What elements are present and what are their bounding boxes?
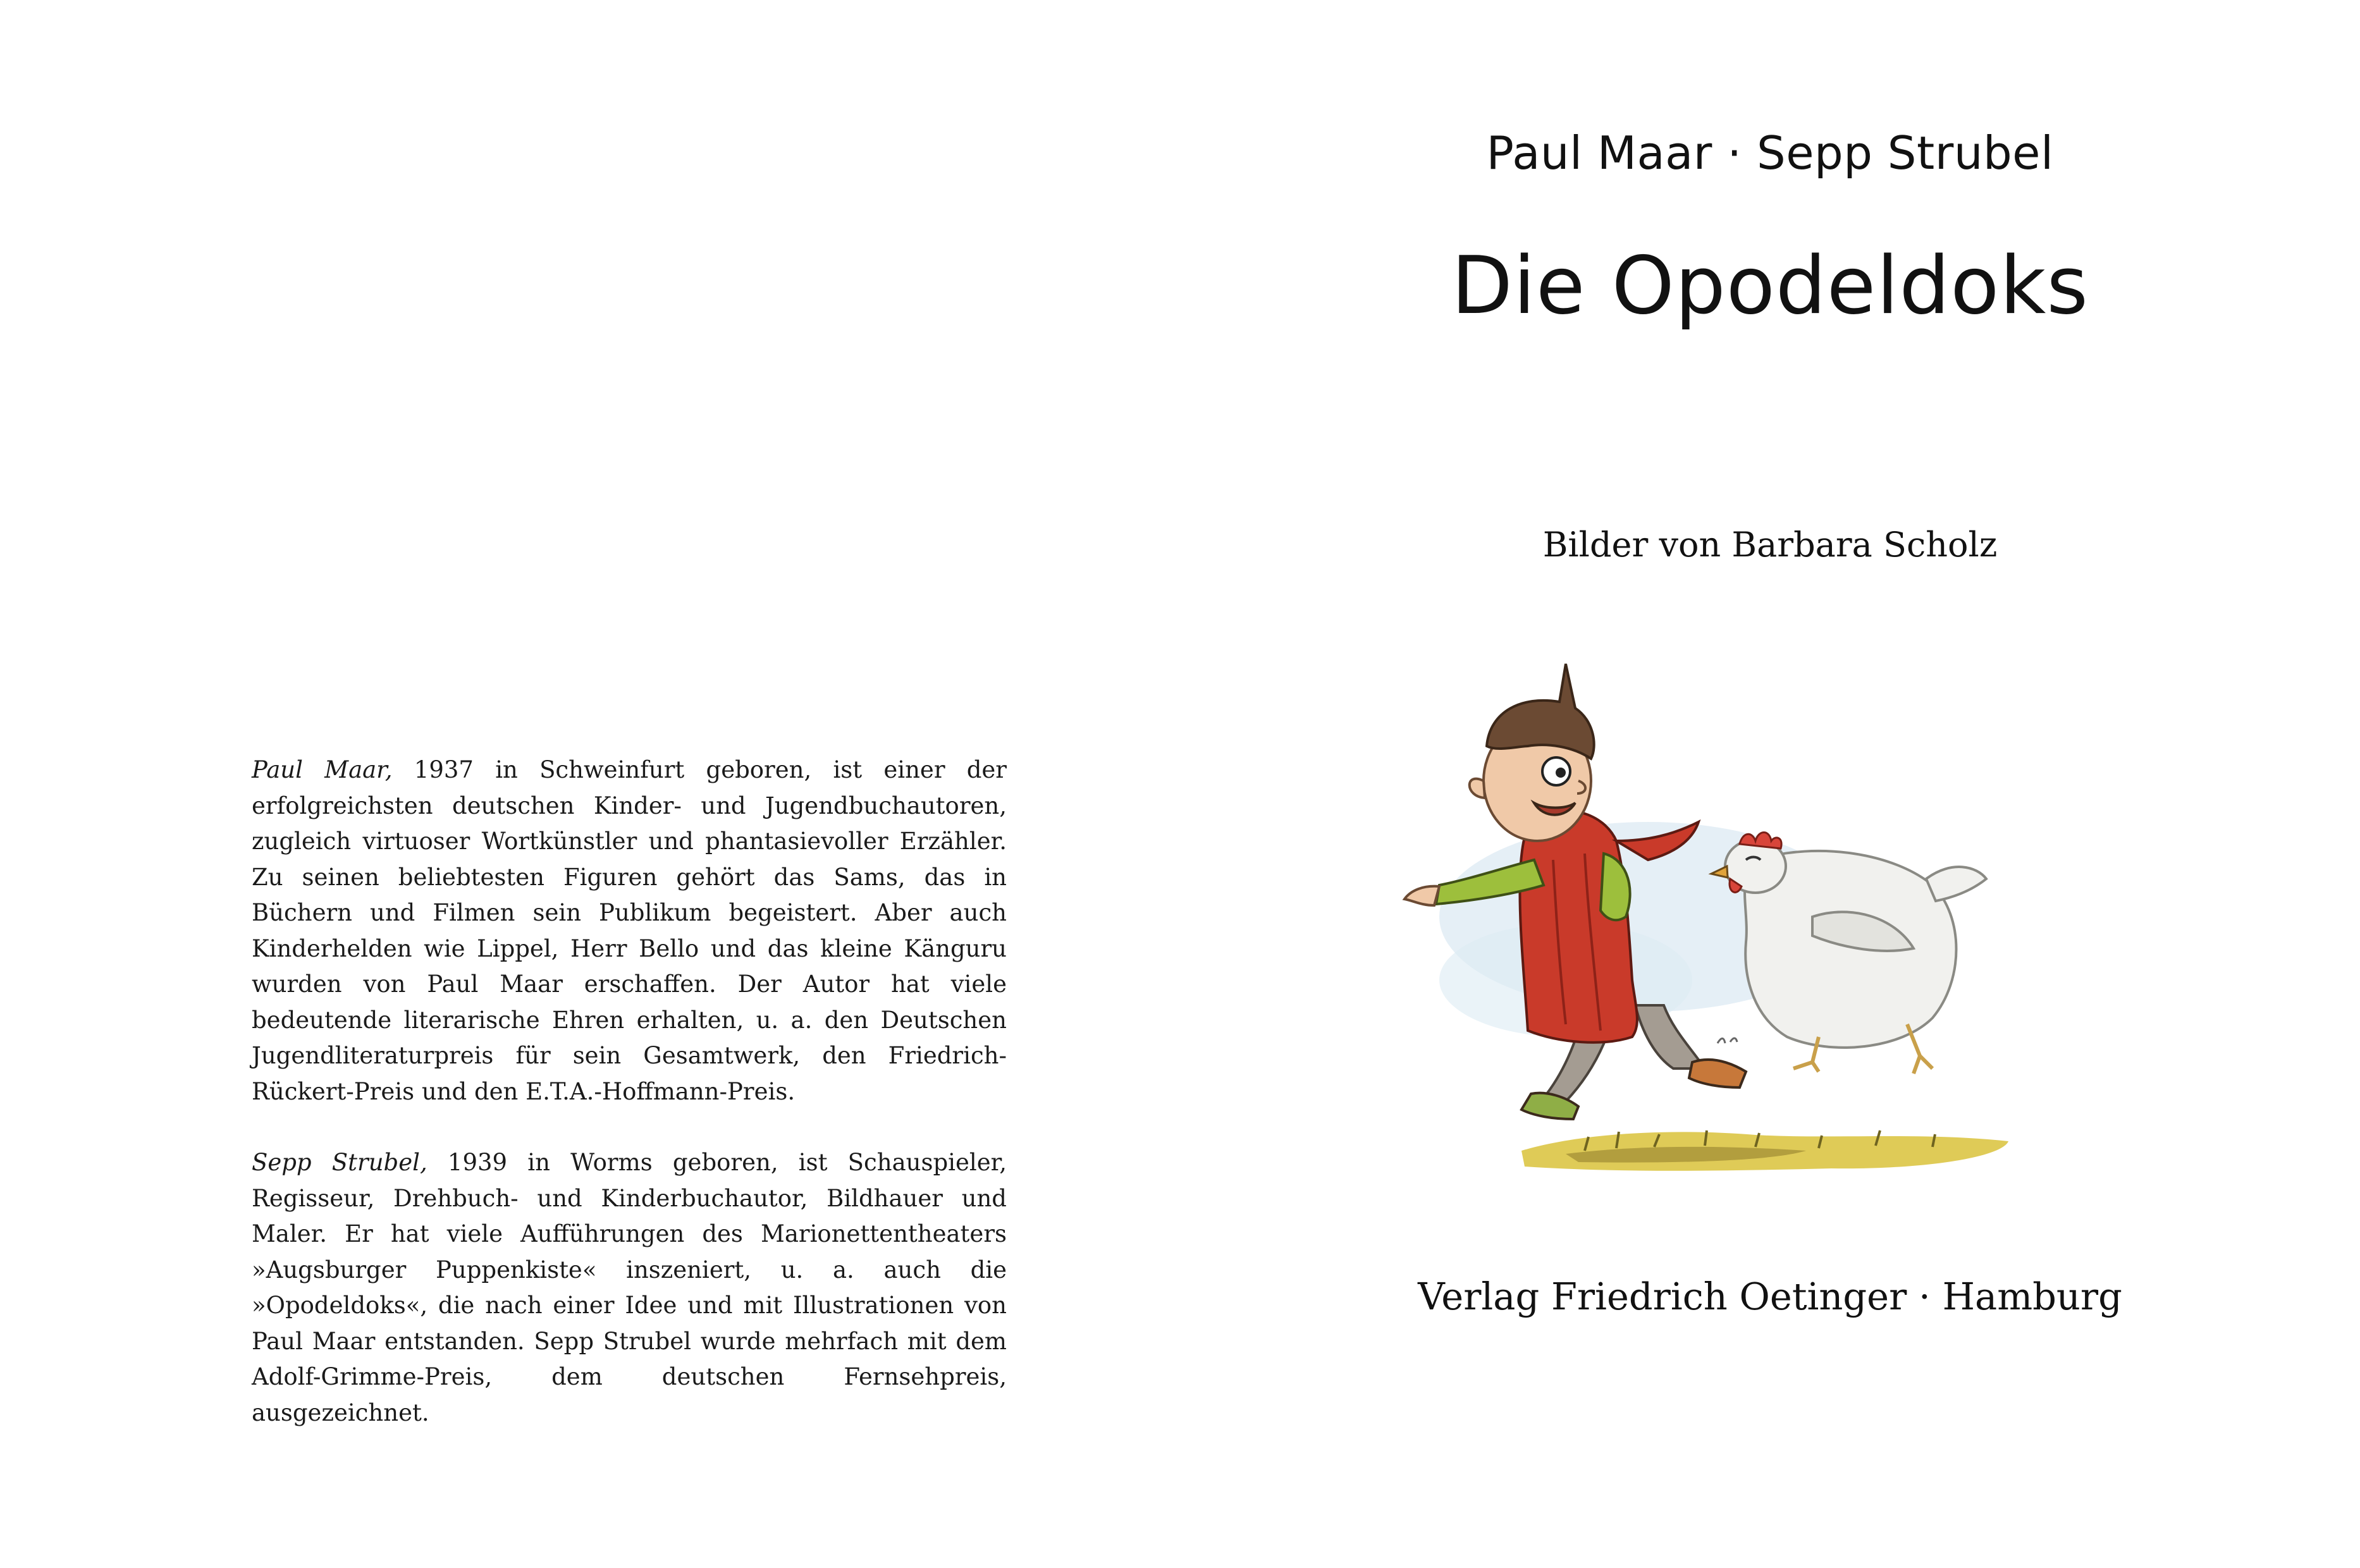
- hen-leg-2: [1907, 1024, 1933, 1074]
- boy-hair: [1487, 664, 1594, 759]
- publisher-line: Verlag Friedrich Oetinger · Hamburg: [1418, 1275, 2122, 1318]
- boy-back-sandal: [1689, 1060, 1746, 1087]
- right-page: [1180, 0, 2360, 1568]
- bio-name-strubel: Sepp Strubel,: [252, 1149, 427, 1176]
- bio-paul-maar: [252, 752, 1007, 1110]
- bio-sepp-strubel: [252, 1145, 1007, 1431]
- hen-tail: [1926, 867, 1986, 901]
- author-biographies: [252, 752, 1007, 1431]
- boy-chasing-hen-illustration: [1376, 651, 2034, 1233]
- motion-lines: [1718, 1038, 1737, 1043]
- boy-pupil: [1556, 768, 1566, 778]
- bio-text-strubel: 1939 in Worms geboren, ist Schauspieler, Regisseur, Drehbuch- und Kinderbuchautor, Bildhauer und Maler. Er hat viele Aufführungen des Marionettentheaters »Augsburger Puppenkiste« inszeniert, u. a. auch die »Opodeldoks«, die nach einer Idee und mit Illustrationen von Paul Maar entstanden. Sepp Strubel wurde mehrfach mit dem Adolf-Grimme-Preis, dem deutschen Fernsehpreis, ausgezeichnet.: [252, 1149, 1007, 1426]
- book-title: Die Opodeldoks: [1451, 239, 2089, 332]
- boy-ear: [1470, 779, 1485, 798]
- boy-back-leg: [1635, 1005, 1705, 1069]
- authors-line: Paul Maar · Sepp Strubel: [1486, 126, 2054, 180]
- cover-illustration: [1376, 651, 2034, 1233]
- boy-hand: [1404, 886, 1439, 905]
- bio-name-maar: Paul Maar,: [252, 756, 393, 783]
- illustrator-credit: Bilder von Barbara Scholz: [1542, 525, 1998, 565]
- bio-text-maar: 1937 in Schweinfurt geboren, ist einer der erfolgreichsten deutschen Kinder- und Jugendbuchautoren, zugleich virtuoser Wortkünstler und phantasievoller Erzähler. Zu seinen beliebtesten Figuren gehört das Sams, das in Büchern und Filmen sein Publikum begeistert. Aber auch Kinderhelden wie Lippel, Herr Bello und das kleine Känguru wurden von Paul Maar erschaffen. Der Autor hat viele bedeutende literarische Ehren erhalten, u. a. den Deutschen Jugendliteraturpreis für sein Gesamtwerk, den Friedrich-Rückert-Preis und den E.T.A.-Hoffmann-Preis.: [252, 756, 1007, 1105]
